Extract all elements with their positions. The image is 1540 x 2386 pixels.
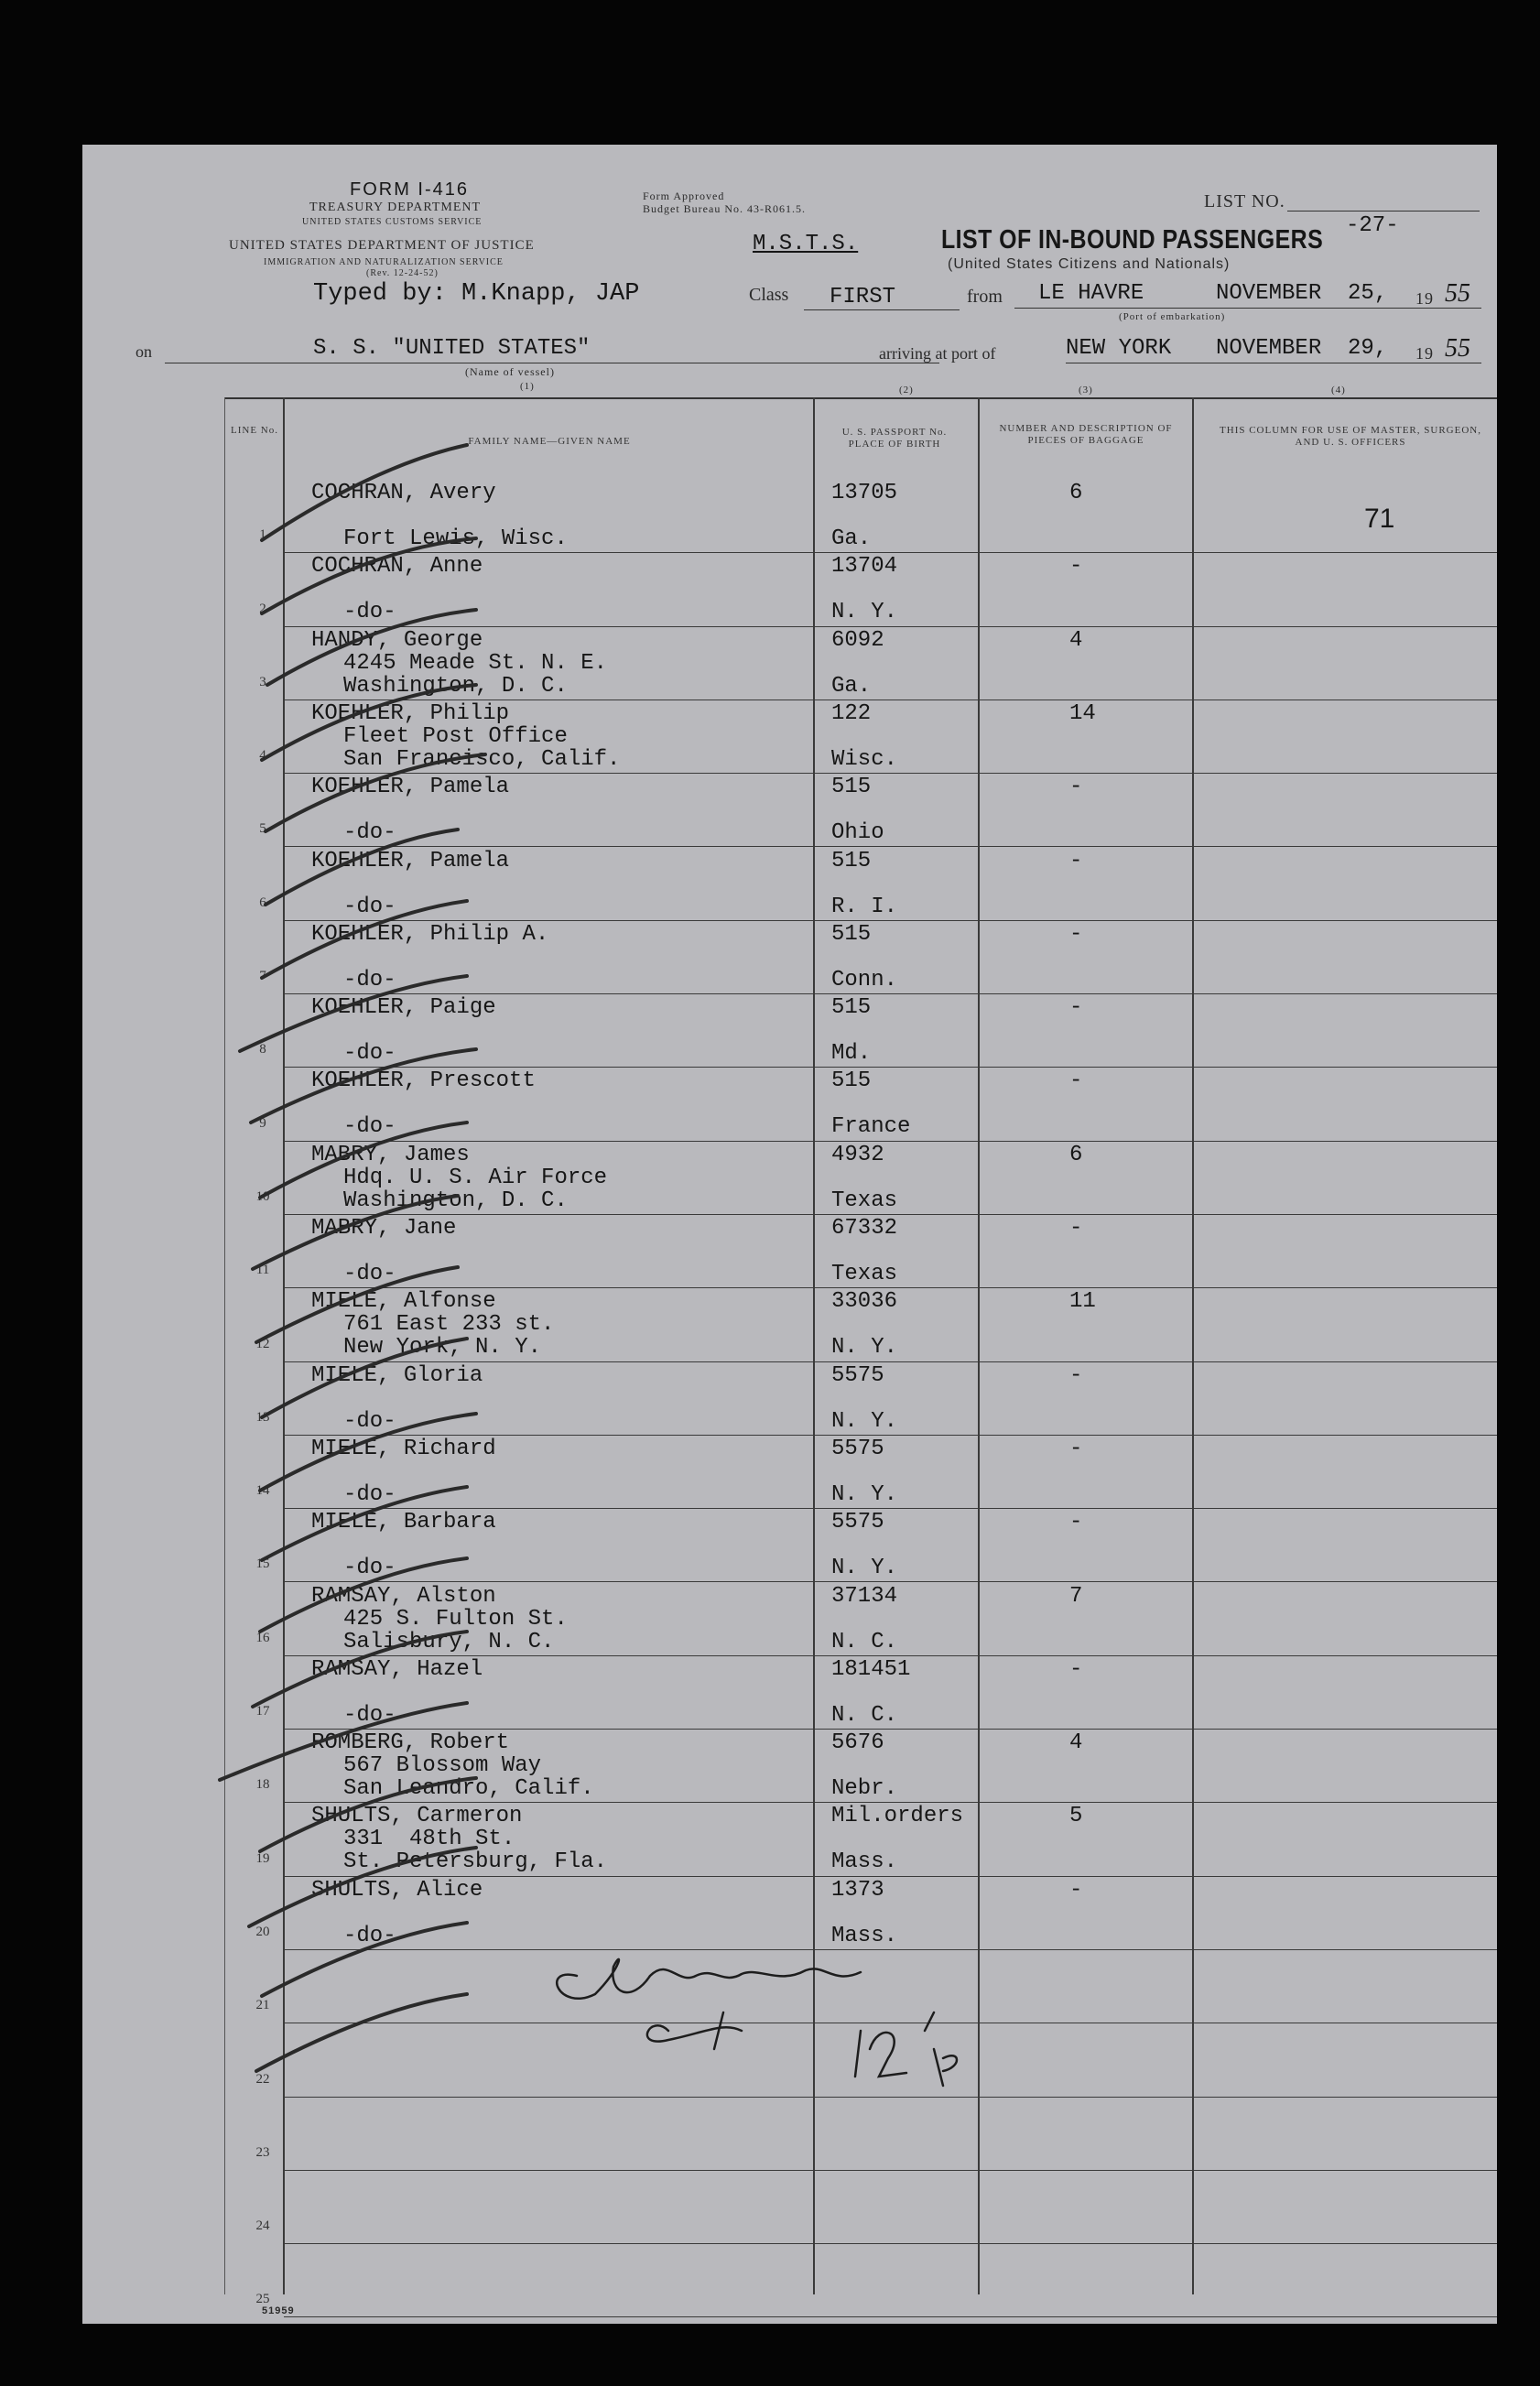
dept-justice: UNITED STATES DEPARTMENT OF JUSTICE <box>229 238 535 253</box>
line-number: 8 <box>259 1042 266 1057</box>
check-mark <box>262 685 476 760</box>
dept-immigration: IMMIGRATION AND NATURALIZATION SERVICE <box>264 257 504 267</box>
address-line-2: -do- <box>343 600 396 625</box>
address-line-2: -do- <box>343 1923 396 1948</box>
line-number: 13 <box>255 1409 270 1425</box>
passport-number: 515 <box>831 775 872 800</box>
address-line-2: -do- <box>343 1481 396 1507</box>
passenger-name: ROMBERG, Robert <box>311 1730 510 1756</box>
passport-number: 1373 <box>831 1877 884 1903</box>
place-of-birth: Texas <box>831 1262 898 1286</box>
address-line-2: Salisbury, N. C. <box>343 1629 555 1654</box>
check-mark <box>256 1267 458 1342</box>
column-header-line: LINE No. <box>231 425 278 436</box>
passenger-name: SHULTS, Alice <box>311 1877 483 1903</box>
passport-number: 181451 <box>831 1656 911 1682</box>
budget-bureau: Budget Bureau No. 43-R061.5. <box>643 202 806 215</box>
place-of-birth: N. Y. <box>831 1481 898 1507</box>
line-number: 16 <box>255 1630 270 1645</box>
address-line-2: St. Petersburg, Fla. <box>343 1849 608 1875</box>
place-of-birth: N. Y. <box>831 1556 898 1581</box>
place-of-birth: Ga. <box>831 526 872 551</box>
place-of-birth: Conn. <box>831 967 898 992</box>
passenger-name: MABRY, James <box>311 1142 470 1167</box>
passport-number: 6092 <box>831 627 884 653</box>
line-number: 20 <box>255 1924 270 1939</box>
line-number: 10 <box>255 1188 270 1204</box>
check-mark <box>260 1778 476 1851</box>
address-line-2: San Francisco, Calif. <box>343 746 621 772</box>
form-number: FORM I-416 <box>350 179 470 200</box>
check-mark <box>253 1632 467 1707</box>
baggage-count: - <box>1069 1362 1083 1388</box>
line-number: 12 <box>255 1336 270 1351</box>
check-mark <box>267 610 476 685</box>
address-line-2: -do- <box>343 1408 396 1434</box>
class-value: FIRST <box>830 285 896 309</box>
arrival-date: NOVEMBER 29, <box>1216 336 1388 361</box>
passport-number: 4932 <box>831 1142 884 1167</box>
place-of-birth: Texas <box>831 1188 898 1213</box>
msts-code: M.S.T.S. <box>753 232 859 256</box>
embarkation-port: LE HAVRE <box>1038 281 1144 306</box>
check-mark <box>240 976 467 1051</box>
line-number: 7 <box>259 969 266 984</box>
port-of-embarkation-caption: (Port of embarkation) <box>1119 311 1226 322</box>
passport-number: 33036 <box>831 1289 898 1315</box>
check-mark <box>251 1049 476 1123</box>
baggage-count: - <box>1069 1436 1083 1461</box>
line-number: 18 <box>255 1777 270 1793</box>
place-of-birth: Nebr. <box>831 1776 898 1802</box>
line-number: 1 <box>259 527 266 543</box>
line-number: 21 <box>255 1998 270 2013</box>
place-of-birth: Mass. <box>831 1849 898 1875</box>
passenger-name: KOEHLER, Philip A. <box>311 921 549 947</box>
form-footer-number: 51959 <box>262 2305 295 2316</box>
address-line-1: 331 48th St. <box>343 1827 515 1852</box>
passport-number: 122 <box>831 700 872 726</box>
check-mark <box>260 1558 467 1632</box>
place-of-birth: Md. <box>831 1041 872 1067</box>
check-mark <box>262 538 476 613</box>
place-of-birth: N. C. <box>831 1629 898 1654</box>
baggage-count: 7 <box>1069 1583 1083 1609</box>
baggage-count: 6 <box>1069 481 1083 505</box>
address-line-2: -do- <box>343 820 396 846</box>
col-num-4: (4) <box>1331 385 1346 396</box>
passport-number: 13705 <box>831 481 898 505</box>
passenger-name: MABRY, Jane <box>311 1216 457 1241</box>
address-line-1: 425 S. Fulton St. <box>343 1606 568 1632</box>
line-number: 3 <box>259 674 266 689</box>
baggage-count: 11 <box>1069 1289 1096 1315</box>
passport-number: 5575 <box>831 1362 884 1388</box>
address-line-2: Fort Lewis, Wisc. <box>343 526 568 551</box>
passenger-name: KOEHLER, Prescott <box>311 1068 536 1094</box>
baggage-count: - <box>1069 1216 1083 1241</box>
place-of-birth: France <box>831 1114 911 1140</box>
baggage-count: 4 <box>1069 627 1083 653</box>
class-label: Class <box>749 285 789 305</box>
dept-treasury: TREASURY DEPARTMENT <box>309 201 482 214</box>
line-number: 24 <box>255 2218 270 2234</box>
line-number: 17 <box>255 1704 270 1719</box>
col-num-2: (2) <box>899 385 914 396</box>
passport-number: 37134 <box>831 1583 898 1609</box>
baggage-count: 6 <box>1069 1142 1083 1167</box>
passport-number: 5575 <box>831 1436 884 1461</box>
address-line-1: Hdq. U. S. Air Force <box>343 1165 608 1190</box>
passenger-name: RAMSAY, Alston <box>311 1583 496 1609</box>
column-header-officers: THIS COLUMN FOR USE OF MASTER, SURGEON, AND U. S. OFFICERS <box>1220 425 1481 448</box>
vessel-caption: (Name of vessel) <box>465 365 555 378</box>
address-line-2: -do- <box>343 1262 396 1286</box>
passenger-name: KOEHLER, Paige <box>311 995 496 1021</box>
typed-by: Typed by: M.Knapp, JAP <box>313 280 640 308</box>
column-header-name: FAMILY NAME—GIVEN NAME <box>468 436 631 447</box>
place-of-birth: Mass. <box>831 1923 898 1948</box>
address-line-1: 4245 Meade St. N. E. <box>343 650 608 676</box>
check-mark <box>260 1414 476 1491</box>
passenger-list-document <box>82 145 1497 2324</box>
line-number: 11 <box>255 1263 270 1278</box>
address-line-2: -do- <box>343 1702 396 1728</box>
embarkation-century: 19 <box>1415 289 1434 308</box>
passenger-name: MIELE, Barbara <box>311 1510 496 1535</box>
passport-number: Mil.orders <box>831 1804 964 1829</box>
address-line-2: -do- <box>343 894 396 919</box>
handwritten-marks <box>82 145 1497 2324</box>
line-number: 2 <box>259 601 266 616</box>
vessel-name: S. S. "UNITED STATES" <box>313 336 591 361</box>
check-mark <box>262 445 467 540</box>
place-of-birth: N. Y. <box>831 1335 898 1361</box>
baggage-count: - <box>1069 554 1083 580</box>
check-mark <box>262 1487 467 1560</box>
baggage-count: - <box>1069 1068 1083 1094</box>
baggage-count: - <box>1069 775 1083 800</box>
baggage-count: - <box>1069 921 1083 947</box>
on-label: on <box>136 342 152 361</box>
arriving-label: arriving at port of <box>879 344 996 363</box>
from-label: from <box>967 287 1003 307</box>
col-num-3: (3) <box>1079 385 1093 396</box>
check-mark <box>260 1123 467 1198</box>
column-header-baggage: NUMBER AND DESCRIPTION OF PIECES OF BAGGAGE <box>999 423 1173 446</box>
address-line-1: 761 East 233 st. <box>343 1312 555 1338</box>
passenger-name: KOEHLER, Pamela <box>311 775 510 800</box>
line-number: 23 <box>255 2144 270 2160</box>
passport-number: 13704 <box>831 554 898 580</box>
baggage-count: 14 <box>1069 700 1096 726</box>
passport-number: 5676 <box>831 1730 884 1756</box>
list-no-label: LIST NO. <box>1204 191 1285 211</box>
passenger-name: RAMSAY, Hazel <box>311 1656 483 1682</box>
check-mark <box>266 754 485 831</box>
check-mark <box>262 1923 467 1996</box>
list-number: -27- <box>1346 213 1399 238</box>
passenger-name: MIELE, Alfonse <box>311 1289 496 1315</box>
passport-number: 515 <box>831 921 872 947</box>
embarkation-year: 55 <box>1445 279 1470 308</box>
passport-number: 515 <box>831 995 872 1021</box>
address-line-2: Washington, D. C. <box>343 1188 568 1213</box>
address-line-2: -do- <box>343 1041 396 1067</box>
check-mark <box>220 1703 467 1780</box>
line-number: 5 <box>259 821 266 837</box>
line-number: 15 <box>255 1556 270 1572</box>
passenger-name: MIELE, Gloria <box>311 1362 483 1388</box>
baggage-count: 5 <box>1069 1804 1083 1829</box>
passenger-name: COCHRAN, Anne <box>311 554 483 580</box>
baggage-count: - <box>1069 1656 1083 1682</box>
line-number: 25 <box>255 2292 270 2307</box>
baggage-count: - <box>1069 995 1083 1021</box>
line-number: 19 <box>255 1850 270 1866</box>
form-revision: (Rev. 12-24-52) <box>366 268 439 278</box>
check-mark <box>249 1848 476 1926</box>
check-mark <box>266 830 458 905</box>
embarkation-date: NOVEMBER 25, <box>1216 281 1388 306</box>
passenger-name: SHULTS, Carmeron <box>311 1804 523 1829</box>
line-number: 4 <box>259 748 266 764</box>
officer-note: 71 <box>1364 504 1395 534</box>
dept-customs: UNITED STATES CUSTOMS SERVICE <box>302 217 483 227</box>
line-number: 22 <box>255 2071 270 2087</box>
address-line-1: Fleet Post Office <box>343 723 568 749</box>
baggage-count: 4 <box>1069 1730 1083 1756</box>
line-number: 14 <box>255 1483 270 1499</box>
arrival-century: 19 <box>1415 344 1434 363</box>
place-of-birth: N. Y. <box>831 600 898 625</box>
column-header-passport: U. S. PASSPORT No. PLACE OF BIRTH <box>841 427 948 450</box>
baggage-count: - <box>1069 848 1083 873</box>
address-line-1: 567 Blossom Way <box>343 1753 542 1779</box>
check-mark <box>262 1339 467 1417</box>
arrival-port: NEW YORK <box>1066 336 1172 361</box>
inspector-signature <box>557 1959 957 2086</box>
arrival-year: 55 <box>1445 334 1470 363</box>
address-line-2: New York, N. Y. <box>343 1335 542 1361</box>
passport-number: 515 <box>831 848 872 873</box>
address-line-2: -do- <box>343 1556 396 1581</box>
form-approved: Form Approved <box>643 190 725 202</box>
passenger-name: COCHRAN, Avery <box>311 481 496 505</box>
check-mark <box>256 1994 467 2071</box>
address-line-2: -do- <box>343 1114 396 1140</box>
passport-number: 515 <box>831 1068 872 1094</box>
place-of-birth: N. Y. <box>831 1408 898 1434</box>
passenger-name: HANDY, George <box>311 627 483 653</box>
place-of-birth: Wisc. <box>831 746 898 772</box>
passenger-name: KOEHLER, Pamela <box>311 848 510 873</box>
passenger-name: MIELE, Richard <box>311 1436 496 1461</box>
place-of-birth: N. C. <box>831 1702 898 1728</box>
col-num-1: (1) <box>520 381 535 392</box>
line-number: 9 <box>259 1115 266 1131</box>
address-line-2: -do- <box>343 967 396 992</box>
passenger-name: KOEHLER, Philip <box>311 700 510 726</box>
address-line-2: Washington, D. C. <box>343 673 568 699</box>
form-subtitle: (United States Citizens and Nationals) <box>948 256 1231 272</box>
line-number: 6 <box>259 895 266 910</box>
address-line-2: San Leandro, Calif. <box>343 1776 594 1802</box>
baggage-count: - <box>1069 1877 1083 1903</box>
form-title: LIST OF IN-BOUND PASSENGERS <box>941 225 1324 255</box>
place-of-birth: R. I. <box>831 894 898 919</box>
check-mark <box>253 1196 458 1269</box>
passport-number: 5575 <box>831 1510 884 1535</box>
place-of-birth: Ohio <box>831 820 884 846</box>
passport-number: 67332 <box>831 1216 898 1241</box>
check-mark <box>262 901 467 978</box>
baggage-count: - <box>1069 1510 1083 1535</box>
place-of-birth: Ga. <box>831 673 872 699</box>
